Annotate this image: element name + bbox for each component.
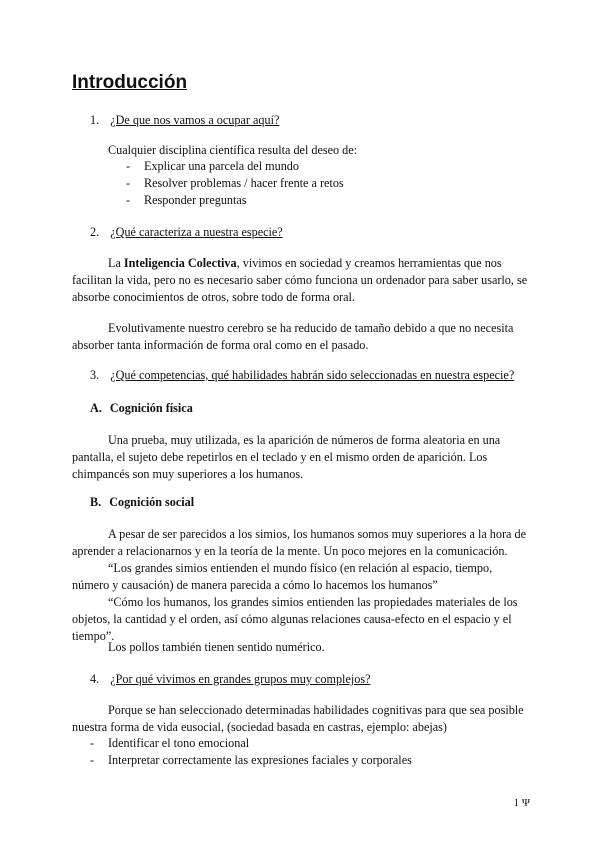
subsection-b: B. Cognición social [90, 495, 195, 509]
section-4-bullet: - Interpretar correctamente las expresiones faciales y corporales [90, 753, 412, 767]
section-2-paragraph-1: La Inteligencia Colectiva, vivimos en sociedad y creamos herramientas que nos facilitan la vida, pero no es necesario saber cómo funciona un ordenador para saber usarlo, se absorbe conocimientos de otros, sobre todo de forma oral. [72, 256, 528, 304]
subsection-a: A. Cognición física [90, 401, 193, 415]
section-2-number: 2. [90, 225, 100, 239]
section-4-heading: ¿Por qué vivimos en grandes grupos muy complejos? [110, 672, 371, 686]
section-3-heading: ¿Qué competencias, qué habilidades habrán sido seleccionadas en nuestra especie? [110, 368, 515, 382]
subsection-a-heading: Cognición física [109, 401, 193, 415]
section-1-bullet: - Resolver problemas / hacer frente a retos [126, 176, 344, 190]
closing-line: Los pollos también tienen sentido numérico. [108, 640, 325, 654]
section-1-intro: Cualquier disciplina científica resulta del deseo de: [108, 143, 358, 157]
section-1 [90, 113, 279, 128]
section-3 [90, 368, 514, 383]
subsection-a-paragraph: Una prueba, muy utilizada, es la aparición de números de forma aleatoria en una pantalla, el sujeto debe repetirlos en el teclado y en el mismo orden de aparición. Los chimpancés son muy superiores a los humanos. [72, 433, 501, 481]
section-2-heading: ¿Qué caracteriza a nuestra especie? [110, 225, 283, 239]
section-2 [90, 225, 283, 240]
page-number: 1 Ψ [513, 797, 530, 809]
section-4-number: 4. [90, 672, 100, 686]
collective-intelligence-term: Inteligencia Colectiva [123, 256, 237, 270]
quote-1: “Los grandes simios entienden el mundo físico (en relación al espacio, tiempo, número y causación) de manera parecida a cómo lo hacemos los humanos” [72, 561, 493, 592]
section-4-bullet: - Identificar el tono emocional [90, 736, 250, 750]
page-title: Introducción [72, 72, 188, 93]
subsection-b-heading: Cognición social [109, 495, 195, 509]
section-1-heading: ¿De que nos vamos a ocupar aquí? [110, 113, 280, 127]
section-3-number: 3. [90, 368, 100, 382]
section-4 [90, 672, 370, 687]
subsection-b-paragraph: A pesar de ser parecidos a los simios, los humanos somos muy superiores a la hora de aprender a relacionarnos y en la teoría de la mente. Un poco mejores en la comunicación. [72, 527, 527, 558]
section-1-bullet: - Explicar una parcela del mundo [126, 159, 299, 173]
section-2-paragraph-2: Evolutivamente nuestro cerebro se ha reducido de tamaño debido a que no necesita absorber tanta información de forma oral como en el pasado. [72, 321, 514, 352]
section-1-number: 1. [90, 113, 100, 127]
section-1-bullet: - Responder preguntas [126, 193, 247, 207]
section-4-paragraph: Porque se han seleccionado determinadas habilidades cognitivas para que sea posible nuestra forma de vida eusocial, (sociedad basada en castras, ejemplo: abejas) [72, 703, 524, 734]
quote-2: “Cómo los humanos, los grandes simios entienden las propiedades materiales de los objetos, la cantidad y el orden, así cómo algunas relaciones causa-efecto en el espacio y el tiempo”. [72, 595, 518, 643]
